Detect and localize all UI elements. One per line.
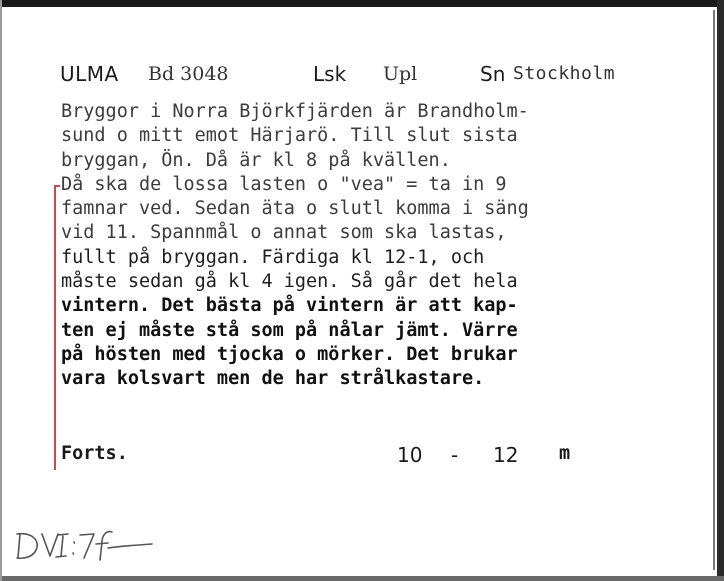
text-line: bryggan, Ön. Då är kl 8 på kvällen.	[61, 149, 451, 171]
text-line: vintern. Det bästa på vintern är att kap-	[61, 295, 518, 317]
scan-border-left	[0, 0, 2, 581]
province-value: Upl	[383, 63, 418, 85]
margin-mark	[54, 187, 56, 470]
archive-code: ULMA	[60, 62, 119, 86]
parish-value: Stockholm	[513, 63, 616, 84]
card-edge-shadow	[713, 10, 715, 570]
parish-label: Sn	[480, 62, 506, 86]
range-dash: -	[451, 443, 459, 467]
scan-border-bottom	[0, 576, 724, 581]
text-line: sund o mitt emot Härjarö. Till slut sista	[61, 125, 518, 147]
text-line: måste sedan gå kl 4 igen. Så går det hela	[61, 271, 518, 293]
pencil-note-icon	[12, 520, 162, 570]
continued-label: Forts.	[61, 443, 128, 464]
text-line: famnar ved. Sedan äta o slutl komma i säng	[61, 198, 529, 220]
text-line: Då ska de lossa lasten o "vea" = ta in 9	[61, 173, 507, 195]
card-header	[60, 60, 660, 90]
range-to: 12	[493, 443, 519, 467]
card-footer	[61, 443, 601, 469]
text-line: ten ej måste stå som på nålar jämt. Värre	[61, 319, 518, 341]
handwritten-signature-mark	[12, 520, 162, 570]
text-line: vid 11. Spannmål o annat som ska lastas,	[61, 222, 507, 244]
text-line: fullt på bryggan. Färdiga kl 12-1, och	[61, 246, 485, 268]
range-from: 10	[397, 443, 423, 467]
card-body	[61, 100, 661, 392]
province-label: Lsk	[313, 62, 347, 86]
scan-border-right	[717, 0, 724, 581]
text-line: vara kolsvart men de har strålkastare.	[61, 368, 485, 390]
text-line: på hösten med tjocka o mörker. Det brukar	[61, 343, 518, 365]
range-unit: m	[559, 443, 571, 464]
scan-border-top	[0, 0, 724, 7]
text-line: Bryggor i Norra Björkfjärden är Brandholm-	[61, 101, 529, 122]
volume-number: Bd 3048	[148, 63, 229, 85]
